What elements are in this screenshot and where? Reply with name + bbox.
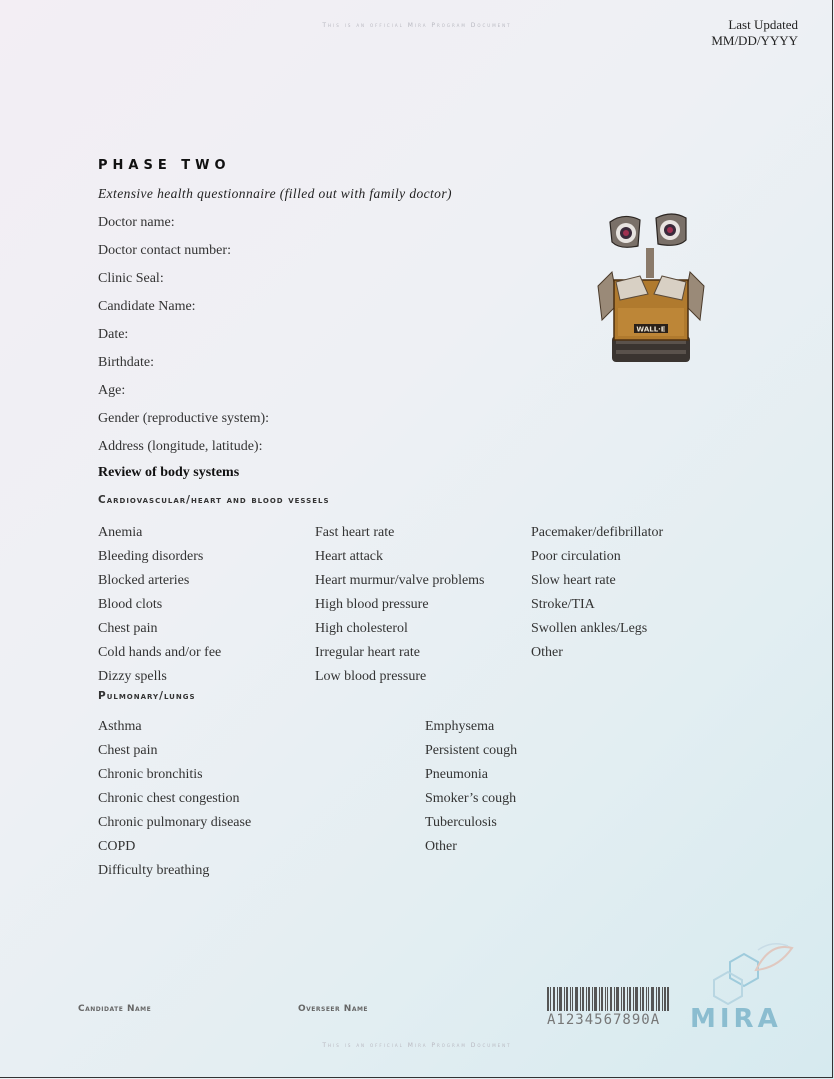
watermark-top: This is an official Mira Program Document [322,22,512,29]
list-item[interactable]: Heart murmur/valve problems [315,573,485,588]
list-item[interactable]: Tuberculosis [425,815,497,830]
list-item[interactable]: Smoker’s cough [425,791,517,806]
list-item[interactable]: Stroke/TIA [531,597,595,612]
list-item[interactable]: Fast heart rate [315,525,395,540]
list-item[interactable]: Other [425,839,457,854]
barcode-number: A1234567890A [547,1012,661,1028]
list-item[interactable]: Other [531,645,563,660]
list-item[interactable]: Chronic pulmonary disease [98,815,252,830]
list-item[interactable]: Bleeding disorders [98,549,204,564]
list-item[interactable]: Difficulty breathing [98,863,210,878]
field-date[interactable]: Date: [98,327,129,342]
pulmonary-col-2 [425,718,517,862]
list-item[interactable]: Slow heart rate [531,573,616,588]
list-item[interactable]: Anemia [98,525,143,540]
list-item[interactable]: Swollen ankles/Legs [531,621,648,636]
cardio-heading: Cardiovascular/heart and blood vessels [98,494,330,506]
mira-logo-icon [700,940,810,1005]
pulmonary-heading: Pulmonary/lungs [98,690,196,702]
cardio-col-3 [531,524,663,668]
review-heading: Review of body systems [98,465,240,480]
phase-title: PHASE TWO [98,158,231,173]
list-item[interactable]: Asthma [98,719,142,734]
watermark-bottom: This is an official Mira Program Document [322,1042,512,1049]
list-item[interactable]: Pneumonia [425,767,488,782]
robot-label: WALL·E [636,325,666,334]
list-item[interactable]: Poor circulation [531,549,621,564]
cardio-col-1 [98,524,221,692]
field-clinic-seal[interactable]: Clinic Seal: [98,271,164,286]
field-age[interactable]: Age: [98,383,126,398]
list-item[interactable]: Chronic bronchitis [98,767,203,782]
barcode [547,987,669,1011]
last-updated [711,17,798,49]
cardio-col-2 [315,524,485,692]
info-fields [98,214,269,466]
pulmonary-col-1 [98,718,251,886]
list-item[interactable]: Heart attack [315,549,384,564]
list-item[interactable]: Chest pain [98,743,158,758]
list-item[interactable]: Irregular heart rate [315,645,420,660]
field-birthdate[interactable]: Birthdate: [98,355,154,370]
list-item[interactable]: Chronic chest congestion [98,791,240,806]
field-address[interactable]: Address (longitude, latitude): [98,439,263,454]
list-item[interactable]: High blood pressure [315,597,429,612]
list-item[interactable]: Chest pain [98,621,158,636]
overseer-signature-label: Overseer Name [298,1004,369,1014]
list-item[interactable]: Dizzy spells [98,669,167,684]
list-item[interactable]: Pacemaker/defibrillator [531,525,664,540]
list-item[interactable]: Emphysema [425,719,495,734]
list-item[interactable]: Cold hands and/or fee [98,645,222,660]
field-gender[interactable]: Gender (reproductive system): [98,411,270,426]
list-item[interactable]: COPD [98,839,136,854]
list-item[interactable]: High cholesterol [315,621,408,636]
list-item[interactable]: Persistent cough [425,743,518,758]
robot-illustration [590,208,712,370]
list-item[interactable]: Low blood pressure [315,669,427,684]
candidate-signature-label: Candidate Name [78,1004,152,1014]
mira-logo-text: MIRA [690,1004,782,1034]
field-candidate-name[interactable]: Candidate Name: [98,299,196,314]
field-doctor-contact[interactable]: Doctor contact number: [98,243,231,258]
last-updated-label: Last Updated [728,17,798,32]
subtitle: Extensive health questionnaire (filled out with family doctor) [98,186,452,201]
last-updated-value: MM/DD/YYYY [711,33,798,48]
list-item[interactable]: Blocked arteries [98,573,190,588]
list-item[interactable]: Blood clots [98,597,163,612]
field-doctor-name[interactable]: Doctor name: [98,215,175,230]
